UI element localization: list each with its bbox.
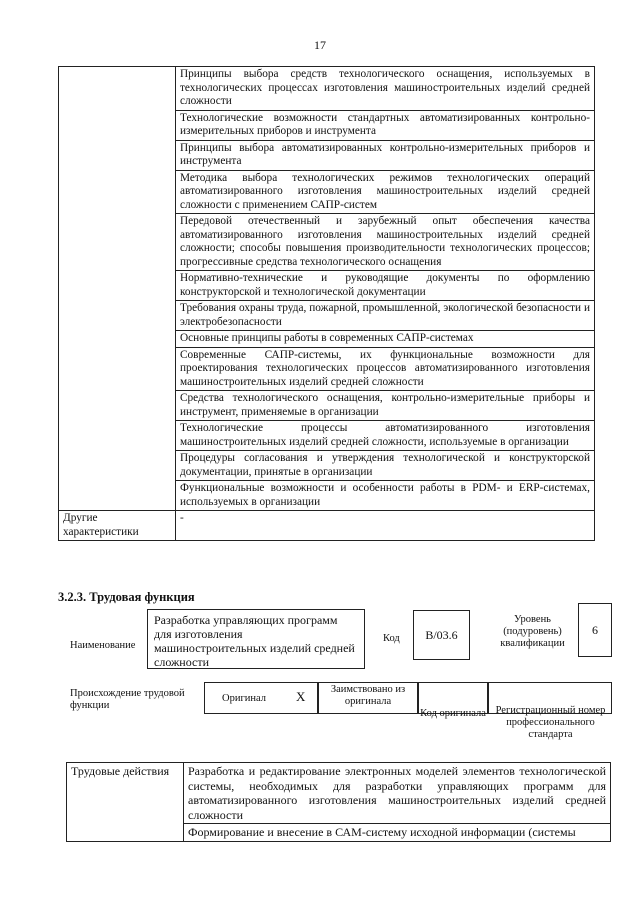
code-caption: Код оригинала bbox=[420, 708, 486, 719]
level-label: Уровень (подуровень) квалификации bbox=[500, 614, 565, 649]
labor-action-row bbox=[67, 763, 611, 824]
reg-caption: Регистрационный номер профессионального стандарта bbox=[495, 705, 606, 740]
other-value: - bbox=[176, 511, 595, 541]
knowledge-row bbox=[59, 67, 595, 111]
knowledge-item: Требования охраны труда, пожарной, промышленной, экологической безопасности и электробезопасности bbox=[176, 301, 595, 331]
borrowed-label: Заимствовано из оригинала bbox=[330, 684, 406, 707]
labor-action-item: Разработка и редактирование электронных моделей элементов технологической системы, необходимых для разработки управляющих программ для автоматизированного изготовления машиностроительных изделий средней сложности bbox=[184, 763, 611, 824]
original-label: Оригинал bbox=[222, 693, 266, 704]
knowledge-item: Процедуры согласования и утверждения технологической и конструкторской документации, принятые в организации bbox=[176, 451, 595, 481]
knowledge-item: Современные САПР-системы, их функциональные возможности для проектирования технологических процессов автоматизированного изготовления машиностроительных изделий средней сложности bbox=[176, 347, 595, 391]
other-label: Другие характеристики bbox=[59, 511, 176, 541]
knowledge-item: Принципы выбора средств технологического оснащения, используемых в технологических процессах изготовления машиностроительных изделий средней сложности bbox=[176, 67, 595, 111]
labor-action-item: Формирование и внесение в САМ-систему исходной информации (системы bbox=[184, 824, 611, 842]
page-number: 17 bbox=[314, 38, 326, 52]
knowledge-table bbox=[58, 66, 595, 541]
name-label: Наименование bbox=[70, 640, 136, 651]
function-name-value: Разработка управляющих программ для изготовления машиностроительных изделий средней сложности bbox=[147, 609, 365, 669]
knowledge-item: Нормативно-технические и руководящие документы по оформлению конструкторской и технологической документации bbox=[176, 271, 595, 301]
labor-actions-label: Трудовые действия bbox=[67, 763, 184, 842]
function-code-value: B/03.6 bbox=[413, 610, 470, 660]
knowledge-item: Технологические возможности стандартных автоматизированных контрольно-измерительных приборов и инструмента bbox=[176, 110, 595, 140]
knowledge-item: Методика выбора технологических режимов технологических операций автоматизированного изготовления машиностроительных изделий средней сложности с применением САПР-систем bbox=[176, 170, 595, 214]
original-mark: X bbox=[296, 689, 306, 704]
knowledge-item: Основные принципы работы в современных САПР-системах bbox=[176, 331, 595, 348]
knowledge-item: Функциональные возможности и особенности работы в PDM- и ERP-системах, используемых в организации bbox=[176, 481, 595, 511]
knowledge-item: Принципы выбора автоматизированных контрольно-измерительных приборов и инструмента bbox=[176, 140, 595, 170]
knowledge-item: Средства технологического оснащения, контрольно-измерительные приборы и инструмент, применяемые в организации bbox=[176, 391, 595, 421]
labor-actions-table bbox=[66, 762, 611, 842]
origin-label: Происхождение трудовой функции bbox=[70, 688, 185, 711]
level-value: 6 bbox=[578, 603, 612, 657]
section-title: 3.2.3. Трудовая функция bbox=[58, 590, 195, 604]
knowledge-item: Технологические процессы автоматизированного изготовления машиностроительных изделий средней сложности, используемые в организации bbox=[176, 421, 595, 451]
knowledge-item: Передовой отечественный и зарубежный опыт обеспечения качества автоматизированного изготовления машиностроительных изделий средней сложности; способы повышения производительности технологических процессов; прогрессивные средства технологического оснащения bbox=[176, 214, 595, 271]
code-label: Код bbox=[383, 633, 400, 644]
other-row bbox=[59, 511, 595, 541]
knowledge-label-cell bbox=[59, 67, 176, 511]
